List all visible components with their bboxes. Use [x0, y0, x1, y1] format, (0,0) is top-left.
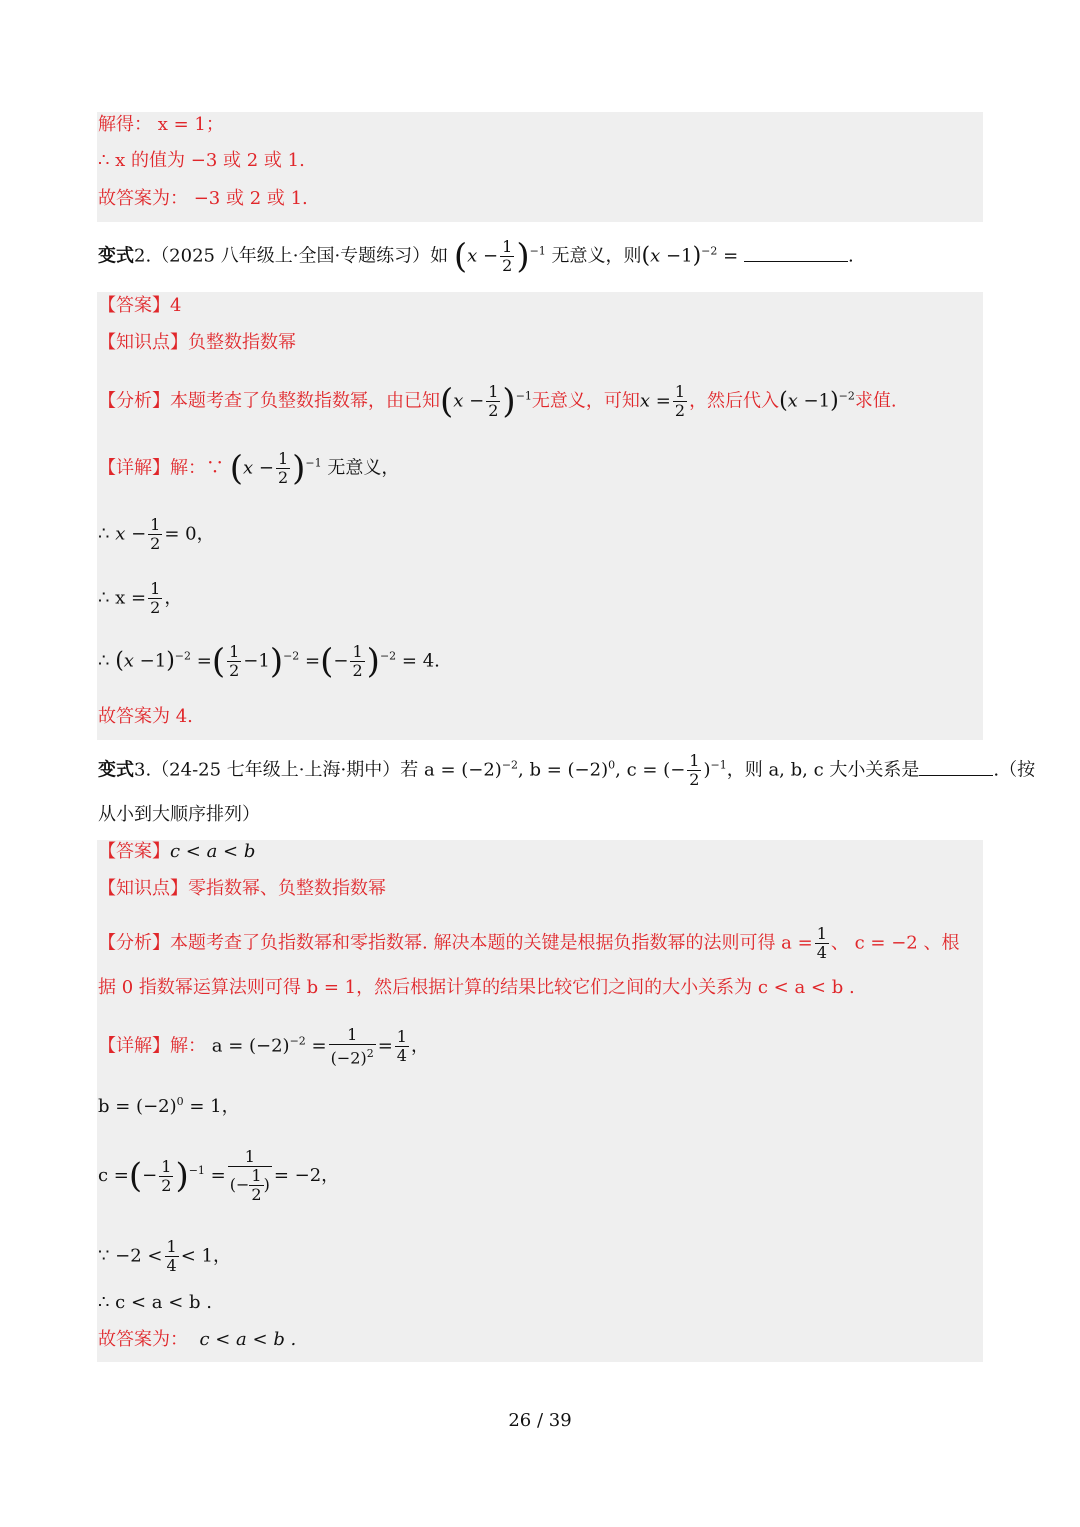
- page-number: 26 / 39: [508, 1410, 572, 1431]
- detail-b: b = (−2): [98, 1096, 177, 1117]
- detail-c-tail: = −2，: [273, 1165, 340, 1186]
- question-v3: 变式3.（24-25 七年级上·上海·期中）若 $a = (-2)^{-2}$, $b = (-2)^0$, c = (− $\frac{1}{2}$ )$^{-1}$，则 a, b, c 大小关系是 .（按: [98, 751, 1036, 789]
- step-3-tail: = 4.: [401, 650, 440, 672]
- step-3: ∴ $(x -1)^{-2}$ =( $\frac{1}{2}$ −1)$^{-2}$ =(− $\frac{1}{2}$ )$^{-2}$ = 4.: [98, 641, 440, 682]
- detail-c-head: c =: [98, 1165, 129, 1186]
- detail-label-3: 【详解】解：: [98, 1035, 206, 1057]
- compare-head: ∵ −2 <: [98, 1245, 163, 1267]
- cond-b: , b = (−2): [518, 759, 609, 781]
- detail-v2: 【详解】解：∵ (x − $\frac{1}{2}$ )$^{-1}$ 无意义，: [98, 448, 400, 489]
- answer-blank: [744, 259, 848, 262]
- question-source-3: （24-25 七年级上·上海·期中）若: [151, 759, 419, 781]
- answer-label: 【答案】: [98, 841, 170, 862]
- answer-line: 故答案为： −3 或 2 或 1.: [98, 188, 308, 209]
- cond-tail: ，则 a, b, c 大小关系是: [726, 759, 920, 781]
- question-v3-line2: 从小到大顺序排列）: [98, 804, 260, 825]
- solved-line: 解得： x = 1；: [98, 114, 224, 135]
- analysis-3-text-2: 、 c = −2 、根: [830, 932, 960, 954]
- variant-number-3: 3.: [134, 759, 152, 781]
- knowledge-v3: 【知识点】零指数幂、负整数指数幂: [98, 878, 386, 899]
- analysis-v2: 【分析】本题考查了负整数指数幂，由已知(x − $\frac{1}{2}$ )$^{-1}$无意义，可知x = $\frac{1}{2}$ ，然后代入$(x -1)^{-2}$求值.: [98, 381, 897, 422]
- order-note: .（按: [993, 759, 1036, 781]
- therefore-symbol-2: ∴: [98, 650, 110, 672]
- conclusion-line: ∴ c < a < b .: [98, 1292, 213, 1313]
- question-tail: 无意义，则: [551, 245, 642, 267]
- equals-sign: =: [723, 245, 739, 267]
- question-source: （2025 八年级上·全国·专题练习）如: [151, 245, 449, 267]
- final-value: c < a < b .: [199, 1329, 297, 1350]
- cond-a: a = (−2): [423, 759, 502, 781]
- answer-v2: 【答案】4: [98, 295, 182, 316]
- detail-v3-c: c =(− $\frac{1}{2}$ )$^{-1}$ = 1 (− $\frac{1}{2}$ ) = −2，: [98, 1147, 340, 1204]
- variant-label: 变式: [98, 245, 134, 267]
- detail-b-tail: = 1，: [189, 1096, 240, 1117]
- detail-label: 【详解】解：: [98, 457, 206, 479]
- value-line: ∴ x 的值为 −3 或 2 或 1.: [98, 150, 305, 171]
- step-1: ∴ x − $\frac{1}{2}$ = 0，: [98, 515, 215, 553]
- analysis-v3-line2: 据 0 指数幂运算法则可得 b = 1，然后根据计算的结果比较它们之间的大小关系为 c < a < b .: [98, 977, 855, 998]
- final-v2: 故答案为 4.: [98, 706, 193, 727]
- final-v3: [98, 1328, 296, 1352]
- variant-number: 2.: [134, 245, 152, 267]
- compare-line: ∵ −2 < $\frac{1}{4}$ < 1，: [98, 1237, 231, 1275]
- analysis-3-text: 【分析】本题考查了负指数幂和零指数幂. 解决本题的关键是根据负指数幂的法则可得 a =: [98, 932, 813, 954]
- knowledge-v2: 【知识点】负整数指数幂: [98, 332, 296, 353]
- detail-tail: 无意义，: [327, 457, 400, 479]
- analysis-text: 【分析】本题考查了负整数指数幂，由已知: [98, 390, 440, 412]
- detail-v3-b: $b = (-2)^0 = 1$，: [98, 1095, 240, 1117]
- question-v2: 变式2.（2025 八年级上·全国·专题练习）如 (x − $\frac{1}{2}$ )$^{-1}$ 无意义，则$(x -1)^{-2}$ = .: [98, 236, 854, 277]
- answer-value: c < a < b: [170, 841, 256, 862]
- compare-tail: < 1，: [180, 1245, 231, 1267]
- final-label: 故答案为：: [98, 1329, 188, 1350]
- analysis-v3-line1: 【分析】本题考查了负指数幂和零指数幂. 解决本题的关键是根据负指数幂的法则可得 a = $\frac{1}{4}$ 、 c = −2 、根: [98, 924, 960, 962]
- detail-a: a = (−2): [211, 1035, 290, 1057]
- because-symbol: ∵: [206, 457, 224, 479]
- cond-c: , c = (−: [615, 759, 686, 781]
- step-2-head: ∴ x =: [98, 587, 147, 609]
- detail-v3-a: 【详解】解： $a = (-2)^{-2}$ = $\frac{1}{(-2)^2}$ = $\frac{1}{4}$ ，: [98, 1025, 429, 1068]
- therefore-symbol: ∴: [98, 523, 110, 545]
- analysis-text-2: 无意义，可知: [531, 390, 640, 412]
- analysis-text-4: 求值.: [854, 390, 897, 412]
- answer-blank-3: [919, 773, 993, 776]
- analysis-text-3: ，然后代入: [689, 390, 780, 412]
- variant-label-3: 变式: [98, 759, 134, 781]
- step-1-tail: = 0，: [164, 523, 215, 545]
- equals-3: =: [311, 1035, 327, 1057]
- answer-v3: [98, 840, 255, 864]
- step-2-tail: ，: [164, 587, 183, 609]
- step-2: ∴ x = $\frac{1}{2}$ ，: [98, 579, 183, 617]
